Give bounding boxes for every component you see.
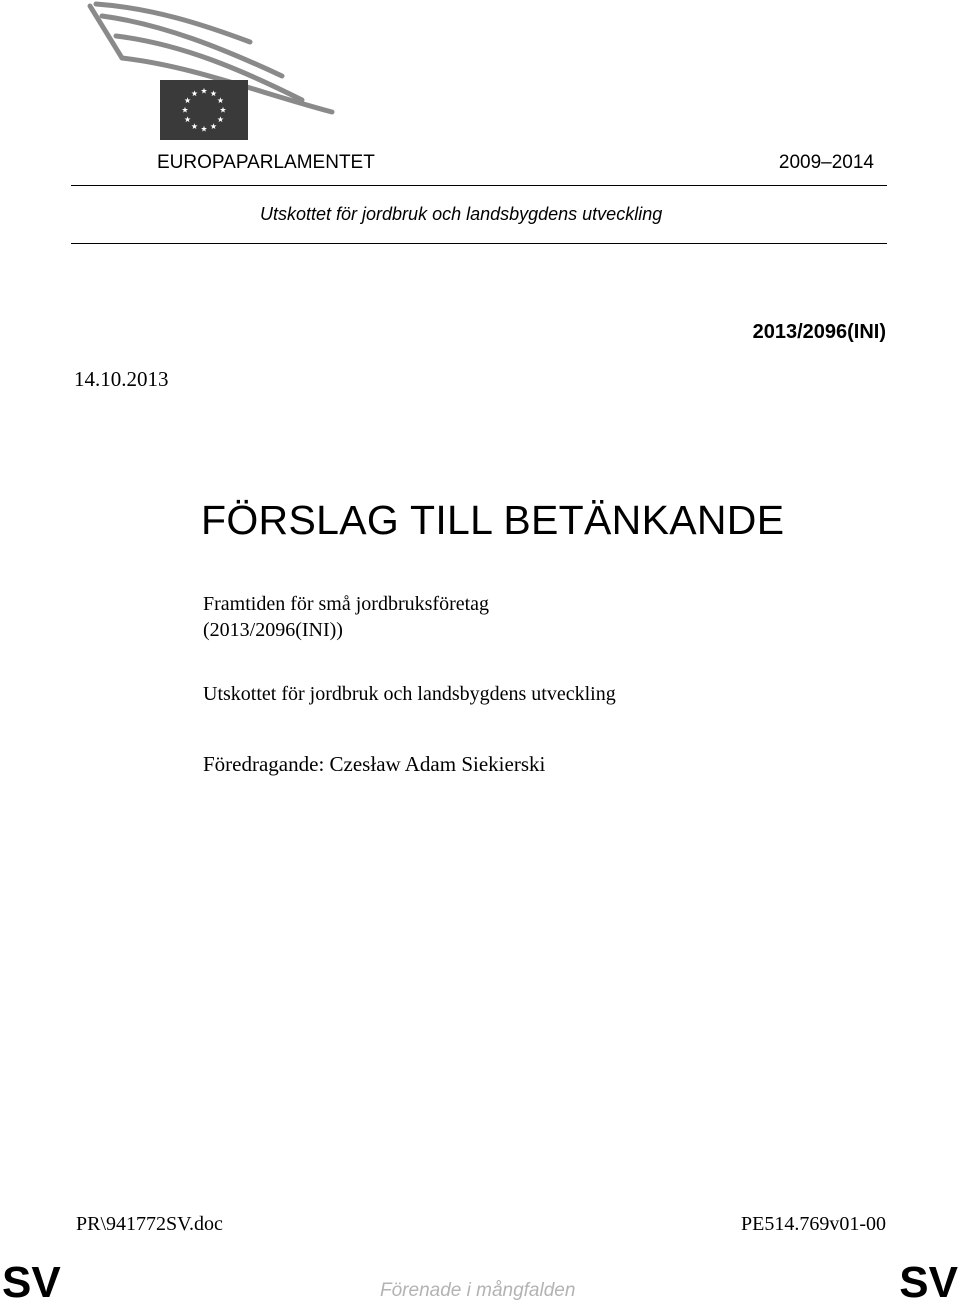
committee-header: Utskottet för jordbruk och landsbygdens utveckling [260, 204, 663, 224]
document-type-title: FÖRSLAG TILL BETÄNKANDE [201, 497, 785, 543]
parliamentary-term: 2009–2014 [778, 152, 874, 173]
institution-name: EUROPAPARLAMENTET [157, 152, 375, 173]
european-parliament-logo-icon [82, 0, 342, 140]
eu-motto: Förenade i mångfalden [380, 1280, 576, 1301]
header-rule-bottom [71, 243, 887, 244]
language-code-left: SV [2, 1258, 61, 1307]
subject-procedure: (2013/2096(INI)) [203, 619, 343, 641]
procedure-reference: 2013/2096(INI) [752, 321, 886, 343]
header-rule-top [71, 185, 887, 186]
language-code-right: SV [899, 1258, 958, 1307]
file-reference: PR\941772SV.doc [76, 1213, 223, 1235]
subject-title: Framtiden för små jordbruksföretag [203, 593, 490, 615]
document-rapporteur: Föredragande: Czesław Adam Siekierski [203, 752, 546, 776]
pe-reference: PE514.769v01-00 [741, 1213, 886, 1235]
document-subject [203, 591, 489, 643]
document-date: 14.10.2013 [74, 367, 169, 391]
document-committee: Utskottet för jordbruk och landsbygdens utveckling [203, 683, 616, 705]
